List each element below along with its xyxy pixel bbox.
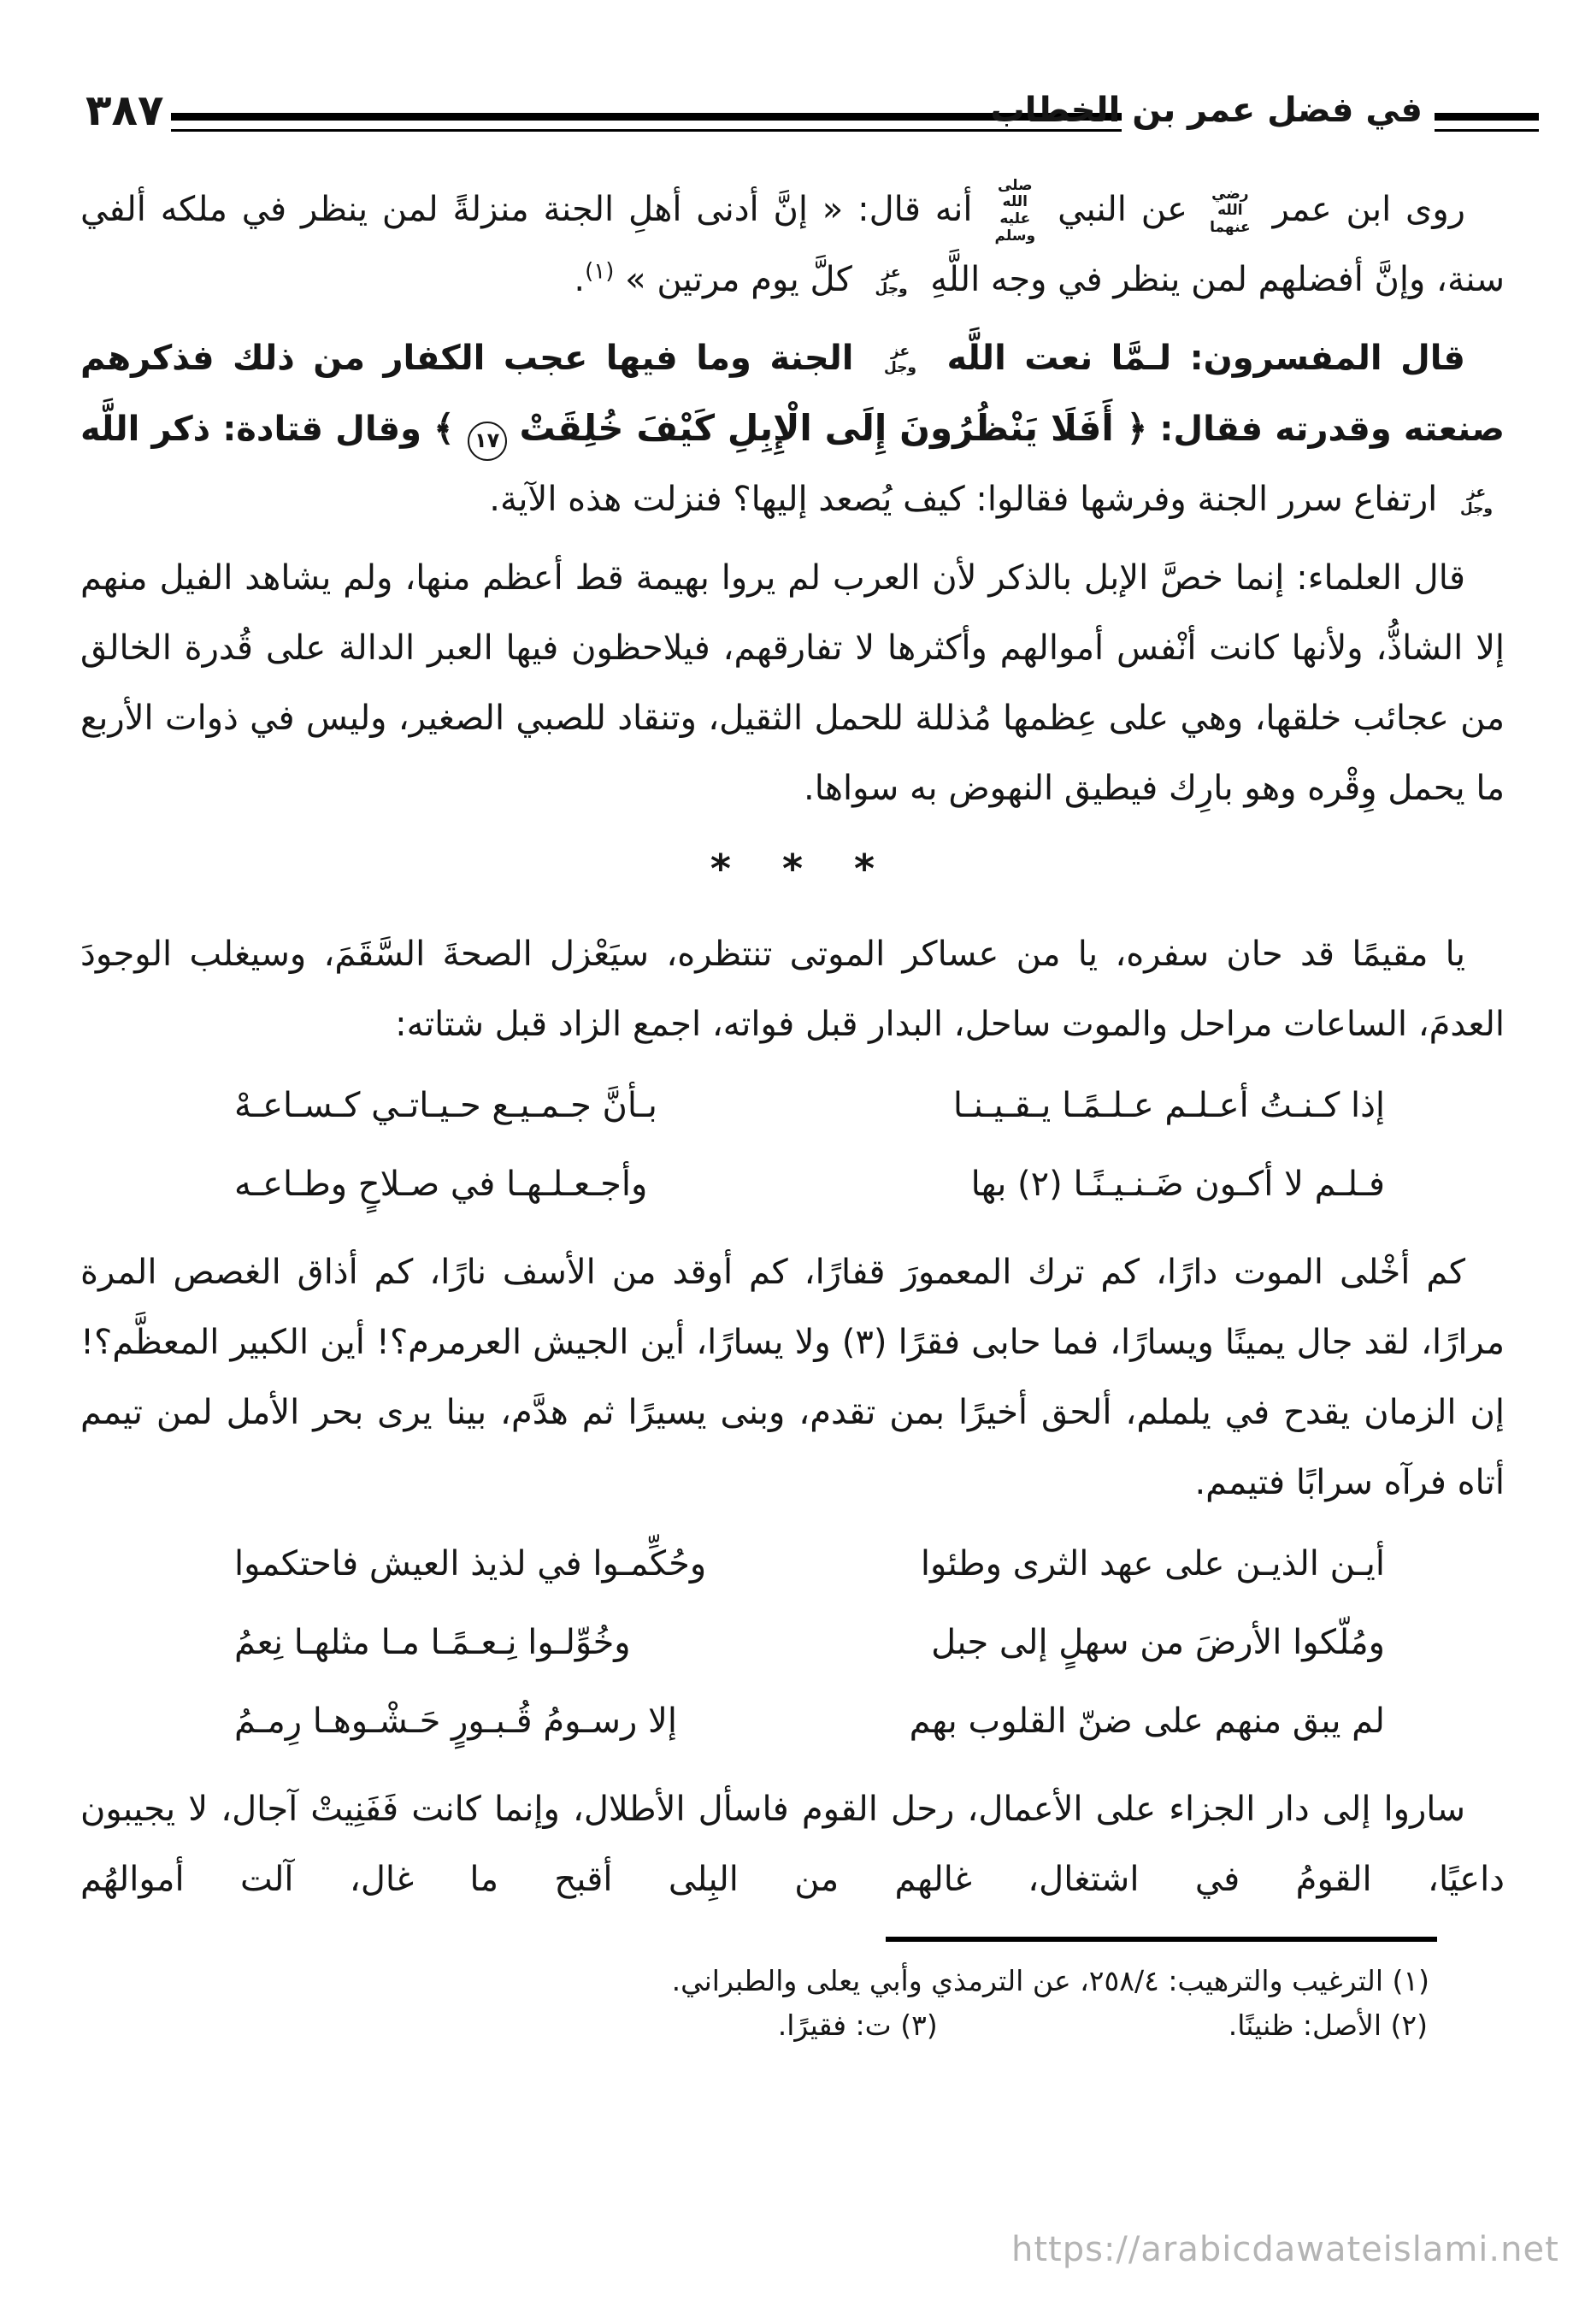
hemistich-left: وخُوِّلـوا نِـعـمًـا مـا مثلهـا نِعمُ [234,1623,631,1663]
quran-verse-run: ﴿ أَفَلَا يَنْظُرُونَ إِلَى الْإِبِلِ كَيْفَ خُلِقَتْ [506,407,1148,450]
hemistich-right: إذا كـنـتُ أعـلـم عـلـمًـا يـقـيـنـا [952,1086,1385,1126]
page-header [0,79,1585,164]
paragraph-mufassirun [80,323,1505,534]
hemistich-right: لم يبق منهم على ضنّ القلوب بهم [909,1702,1385,1742]
text-run: يا مقيمًا قد حان سفره، يا من عساكر الموتى تنتظره، سيَعْزل الصحةَ السَّقَمَ، وسيغلب الوجودَ العدمَ، الساعات مراحل والموت ساحل، البدار قبل فواته، اجمع الزاد قبل شتاته: [80,935,1505,1045]
bold-text-run: قال المفسرون: لـمَّا نعت اللَّه [928,339,1465,379]
bold-text-run: الجنة وما فيها عجب الكفار من ذلك فذكرهم صنعته وقدرته فقال: [80,339,1505,450]
verse-row [234,1525,1385,1603]
honorific-stamp-azza-wajal: عز وجل [1460,483,1493,518]
page-number: ٣٨٧ [85,86,164,135]
text-run: روى ابن عمر [1258,190,1466,229]
footnote-row [80,2003,1505,2048]
hemistich-left: وحُكِّمـوا في لذيذ العيش فاحتكموا [234,1544,707,1584]
text-run: كلَّ يوم مرتين » [614,260,863,300]
text-run: ارتفاع سرر الجنة وفرشها فقالوا: كيف يُصعد إليها؟ فنزلت هذه الآية. [489,480,1448,520]
poetry-block-1 [234,1066,1385,1224]
header-rule-stub-thin [1435,129,1539,132]
text-run: قال العلماء: إنما خصَّ الإبل بالذكر لأن العرب لم يروا بهيمة قط أعظم منها، ولم يشاهد الفيل منهم إلا الشاذُّ، ولأنها كانت أنْفس أموالهم وأكثرها لا تفارقهم، فيلاحظون فيها العبر الدالة على قُدرة الخالق من عجائب خلقها، وهي على عِظمها مُذللة للحمل الثقيل، وتنقاد للصبي الصغير، وليس في ذوات الأربع ما يحمل وِقْره وهو بارِك فيطيق النهوض به سواها. [80,558,1505,809]
verse-row [234,1066,1385,1145]
quran-verse-run: ﴾ [433,407,468,450]
running-header-title: في فضل عمر بن الخطاب [990,91,1423,130]
hemistich-left: وأجـعـلـهـا في صـلاحٍ وطـاعـه [234,1165,648,1205]
paragraph-ya-muqiman [80,919,1505,1059]
site-watermark: https://arabicdawateislami.net [1011,2230,1559,2269]
honorific-stamp-sallallahu-alayhi-wasallam: صلى الله عليه وسلم [994,176,1036,245]
verse-row [234,1145,1385,1224]
honorific-stamp-azza-wajal: عز وجل [875,263,908,298]
text-run: ساروا إلى دار الجزاء على الأعمال، رحل القوم فاسأل الأطلال، وإنما كانت فَفَنِيتْ آجال، لا يجيبون داعيًا، القومُ في اشتغال، غالهم من البِلى أقبح ما غال، آلت أموالهُم [80,1790,1505,1900]
hemistich-right: فـلـم لا أكـون ضَـنـيـنًـا (٢) بها [970,1165,1385,1205]
header-rule-stub-thick [1435,113,1539,121]
verse-row [234,1682,1385,1761]
text-run: كم أخْلى الموت دارًا، كم ترك المعمورَ قفارًا، كم أوقد من الأسف نارًا، كم أذاق الغصص المرة مرارًا، لقد جال يمينًا ويسارًا، فما حابى فقرًا (٣) ولا يسارًا، أين الجيش العرمرم؟! أين الكبير المعظَّم؟! إن الزمان يقدح في يلملم، ألحق أخيرًا بمن تقدم، وبنى يسيرًا ثم هدَّم، بينا يرى بحر الأمل لمن تيمم أتاه فرآه سرابًا فتيمم. [80,1253,1505,1503]
poetry-block-2 [234,1525,1385,1761]
hemistich-right: أيـن الذيـن على عهد الثرى وطئوا [920,1544,1385,1584]
header-rule-main [171,113,1122,132]
hemistich-left: إلا رسـومُ قُـبـورٍ حَـشْـوهـا رِمـمُ [234,1702,677,1742]
footnote-1: (١) الترغيب والترهيب: ٢٥٨/٤، عن الترمذي وأبي يعلى والطبراني. [671,1964,1429,1998]
footnote-2: (٢) الأصل: ظنينًا. [1228,2008,1428,2043]
text-run: عن النبي [1043,190,1202,229]
ayah-number-mark: ١٧ [468,422,507,461]
honorific-stamp-azza-wajal: عز وجل [883,342,916,377]
header-rule-thin [171,129,1122,132]
hemistich-right: ومُلّكوا الأرضَ من سهلٍ إلى جبل [931,1623,1385,1663]
footnotes-section [80,1937,1505,2048]
paragraph-kam-akhla [80,1237,1505,1518]
text-run: . [574,260,586,300]
honorific-stamp-radiallahu-anhuma: رضي الله عنهما [1210,185,1251,236]
verse-row [234,1603,1385,1682]
header-rule-thick [171,113,1122,121]
bold-text-run: وقال قتادة: ذكر اللَّه [80,410,434,450]
header-rule-stub [1435,113,1539,132]
paragraph-ulama [80,543,1505,823]
paragraph-hadith-ibn-umar [80,174,1505,315]
footnote-separator-rule [886,1937,1437,1942]
hemistich-left: بـأنَّ جـمـيـع حـيـاتـي كـسـاعـهْ [234,1086,657,1126]
footnote-3: (٣) ت: فقيرًا. [777,2008,938,2043]
section-separator-stars: * * * [710,846,875,893]
page-body [80,174,1505,2048]
footnote-reference-1: (١) [585,258,615,285]
text-run: أنه قال: « إنَّ أدنى أهلِ الجنة منزلةً لمن ينظر في ملكه ألفي سنة، وإنَّ أفضلهم لمن ينظر في وجه اللَّهِ [80,190,1505,300]
paragraph-saru [80,1774,1505,1914]
